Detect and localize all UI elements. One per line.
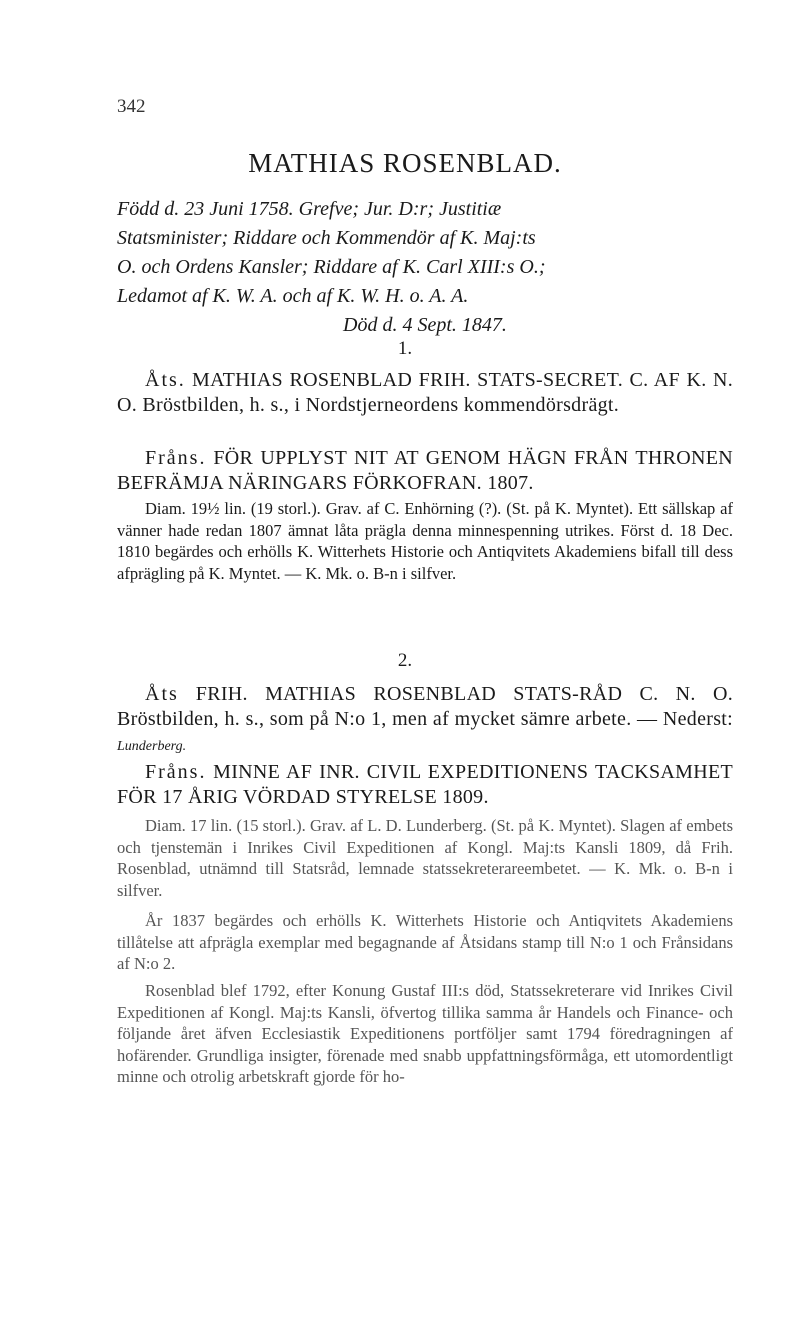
- medal-2-note: [117, 910, 733, 975]
- reverse-inscription: MINNE AF INR. CIVIL EXPEDITIONENS TACKSAMHET FÖR 17 ÅRIG VÖRDAD STYRELSE 1809.: [117, 761, 734, 808]
- medal-2-reverse: [117, 760, 733, 810]
- page-number: 342: [117, 96, 146, 117]
- medal-2-note-text: År 1837 begärdes och erhölls K. Witterhets Historie och Antiqvitets Akademiens tillåtelse att afprägla exemplar med begagnande af Åtsidans stamp till N:o 1 och Frånsidans af N:o 2.: [117, 911, 733, 973]
- medal-2-details-text: Diam. 17 lin. (15 storl.). Grav. af L. D. Lunderberg. (St. på K. Myntet). Slagen af embets och tjenstemän i Inrikes Civil Expeditionen af Kongl. Maj:ts Kansli 1809, då Frih. Rosenblad, utnämnd till Statsråd, lemnade statssekreterareembetet. — K. Mk. o. B-n i silfver.: [117, 816, 733, 900]
- obverse-label: Åts.: [145, 369, 186, 391]
- engraver-signature: Lunderberg.: [117, 739, 187, 754]
- reverse-label: Fråns.: [145, 447, 207, 469]
- obverse-description: FRIH. MATHIAS ROSENBLAD STATS-RÅD C. N. O. Bröstbilden, h. s., som på N:o 1, men af mycket sämre arbete. — Nederst:: [117, 683, 734, 730]
- medal-1-obverse: [117, 368, 733, 418]
- medal-2-number: 2.: [397, 650, 413, 671]
- death-date: Död d. 4 Sept. 1847.: [343, 314, 507, 336]
- intro-line: Ledamot af K. W. A. och af K. W. H. o. A. A.: [117, 285, 469, 307]
- medal-2-details: [117, 815, 733, 901]
- intro-line: Född d. 23 Juni 1758. Grefve; Jur. D:r; Justitiæ: [117, 198, 502, 220]
- medal-1-number: 1.: [397, 338, 413, 359]
- reverse-label: Fråns.: [145, 761, 207, 783]
- medal-1-details-text: Diam. 19½ lin. (19 storl.). Grav. af C. Enhörning (?). (St. på K. Myntet). Ett sällskap af vänner hade redan 1807 ämnat låta prägla denna minnespenning utrikes. Först d. 18 Dec. 1810 begärdes och erhölls K. Witterhets Historie och Antiqvitets Akademiens bifall till dess afprägling på K. Myntet. — K. Mk. o. B-n i silfver.: [117, 499, 733, 583]
- biography-text: Rosenblad blef 1792, efter Konung Gustaf III:s död, Statssekreterare vid Inrikes Civil Expeditionen af Kongl. Maj:ts Kansli, öfvertog tillika samma år Handels och Finance- och följande året äfven Ecclesiastik Expeditionens portföljer samt 1794 föredragningen af hofärender. Grundliga insigter, förenade med snabb uppfattningsförmåga, ett utomordentligt minne och otrolig arbetskraft gjorde för ho-: [117, 981, 733, 1086]
- intro-line: Statsminister; Riddare och Kommendör af K. Maj:ts: [117, 227, 536, 249]
- medal-1-reverse: [117, 446, 733, 496]
- medal-1-details: [117, 498, 733, 584]
- intro-line: O. och Ordens Kansler; Riddare af K. Carl XIII:s O.;: [117, 256, 546, 278]
- obverse-description: MATHIAS ROSENBLAD FRIH. STATS-SECRET. C. AF K. N. O. Bröstbilden, h. s., i Nordstjerneordens kommendörsdrägt.: [117, 369, 734, 416]
- page-title: MATHIAS ROSENBLAD.: [248, 148, 562, 178]
- biographical-intro: [117, 195, 733, 340]
- obverse-label: Åts: [145, 683, 179, 705]
- reverse-inscription: FÖR UPPLYST NIT AT GENOM HÄGN FRÅN THRONEN BEFRÄMJA NÄRINGARS FÖRKOFRAN. 1807.: [117, 447, 733, 494]
- biography-paragraph: [117, 980, 733, 1088]
- medal-2-obverse: [117, 682, 733, 759]
